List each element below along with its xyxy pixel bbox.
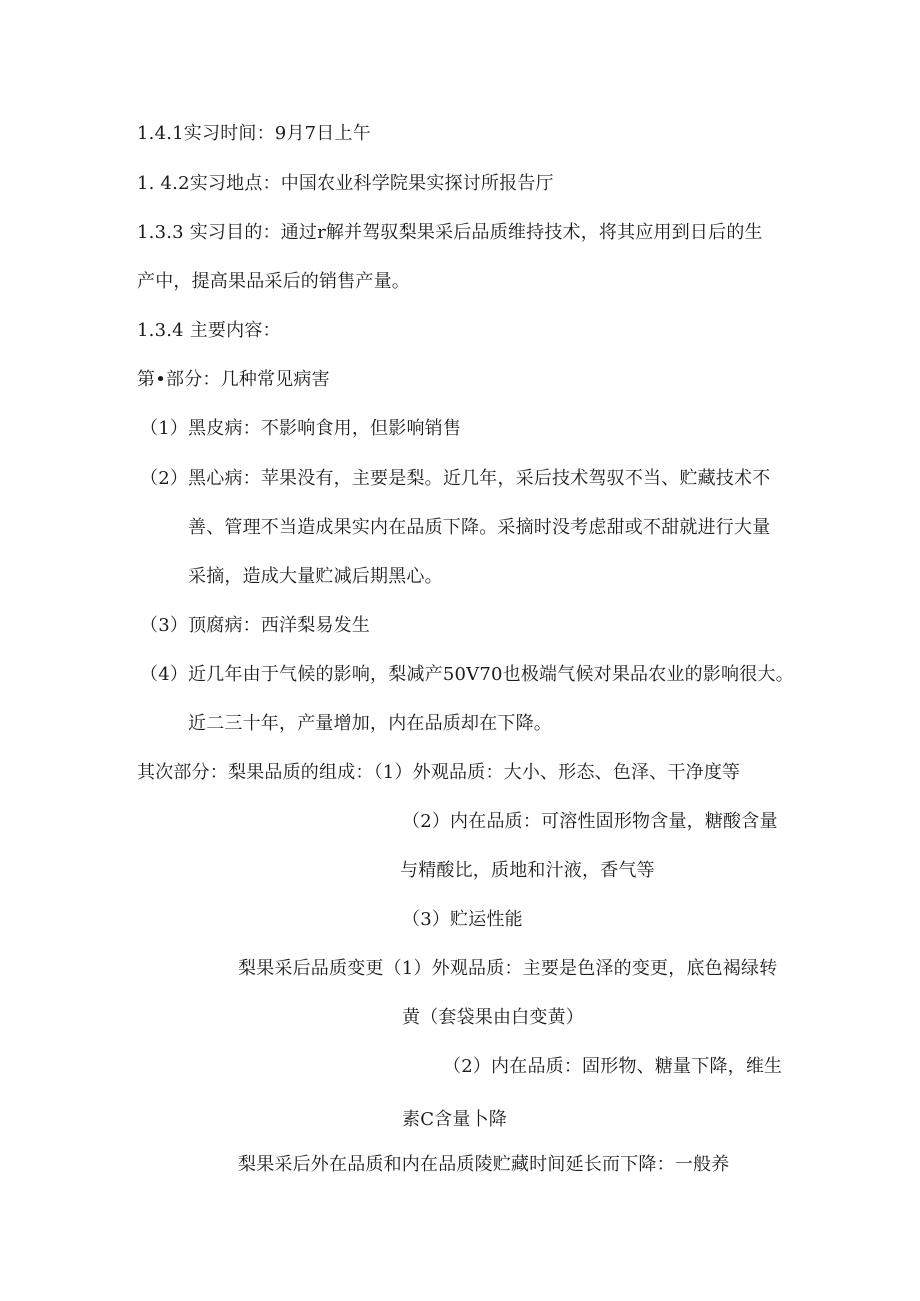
- text-line-internal-quality: （2）内在品质：可溶性固形物含量，糖酸含量: [402, 811, 778, 832]
- text-line-storage-decline: 梨果采后外在品质和内在品质陵贮藏时间延长而下降：一般养: [238, 1154, 730, 1175]
- text-line-quality-change: 梨果采后品质变更（1）外观品质：主要是色泽的变更，底色褐绿转: [238, 958, 778, 979]
- list-item-climate-cont: 近二三十年，产量增加，内在品质却在下降。: [188, 713, 552, 734]
- text-line-internal-change-cont: 素C含量卜降: [402, 1109, 507, 1130]
- list-item-black-heart: （2）黑心病：苹果没有，主要是梨。近几年，采后技术驾驭不当、贮藏技术不: [140, 468, 771, 489]
- text-line-quality-change-cont: 黄（套袋果由白变黄）: [402, 1007, 584, 1028]
- text-line-internal-quality-cont: 与精酸比，质地和汁液，香气等: [400, 860, 655, 881]
- section-heading-part-one: 第•部分：几种常见病害: [137, 369, 330, 390]
- list-item-black-heart-cont2: 采摘，造成大量贮减后期黑心。: [188, 566, 443, 587]
- text-line-internal-change: （2）内在品质：固形物、糖量下降，维生: [443, 1056, 783, 1077]
- text-line-practice-time: 1.4.1实习时间：9月7日上午: [137, 123, 371, 144]
- list-item-top-rot: （3）顶腐病：西洋梨易发生: [140, 615, 371, 636]
- list-item-black-heart-cont1: 善、管理不当造成果实内在品质下降。采摘时没考虑甜或不甜就进行大量: [188, 517, 771, 538]
- text-line-storage-performance: （3）贮运性能: [402, 909, 523, 930]
- list-item-climate: （4）近几年由于气候的影响，梨减产50V70也极端气候对果品农业的影响很大。: [140, 664, 794, 685]
- text-line-practice-location: 1. 4.2实习地点：中国农业科学院果实探讨所报告厅: [137, 173, 554, 194]
- text-line-practice-purpose: 1.3.3 实习目的：通过r解并驾驭梨果采后品质维持技术，将其应用到日后的生: [137, 222, 763, 243]
- list-item-black-skin: （1）黑皮病：不影响食用，但影响销售: [140, 418, 462, 439]
- text-line-practice-purpose-cont: 产中，提高果品采后的销售产量。: [137, 271, 410, 292]
- text-line-main-content: 1.3.4 主要内容：: [137, 320, 281, 341]
- section-heading-part-two: 其次部分：梨果品质的组成：（1）外观品质：大小、形态、色泽、干净度等: [137, 762, 741, 783]
